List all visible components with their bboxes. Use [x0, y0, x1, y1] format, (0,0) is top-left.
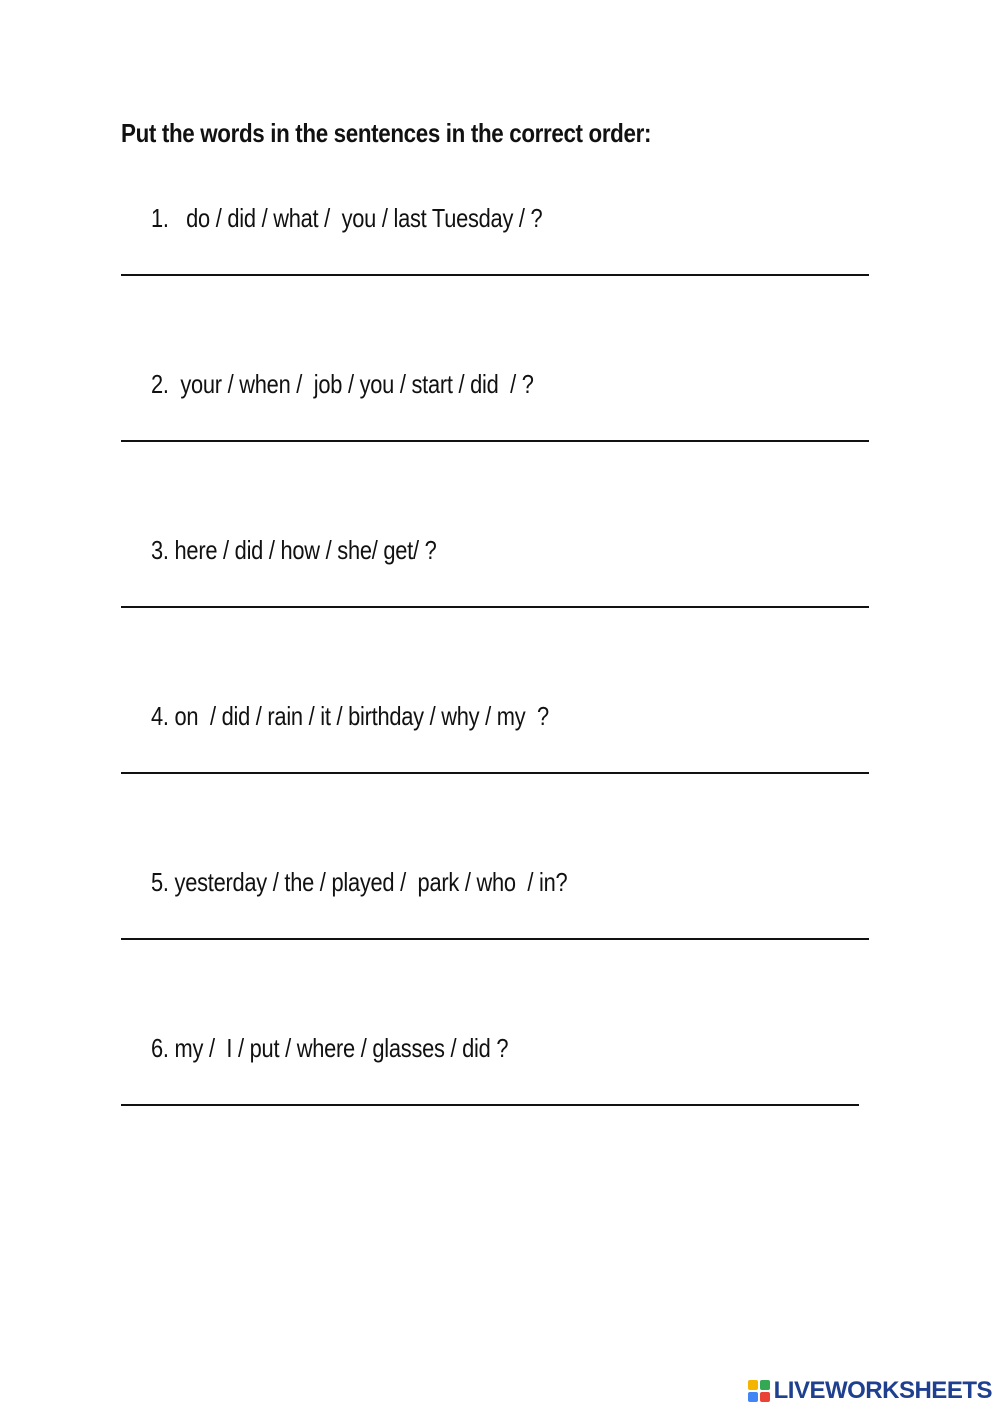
logo-tile-1: [748, 1380, 758, 1390]
question-3: 3. here / did / how / she/ get/ ?: [151, 535, 437, 565]
answer-line-5[interactable]: [121, 938, 869, 940]
worksheet-instructions: Put the words in the sentences in the correct order:: [121, 118, 652, 148]
liveworksheets-logo-text: LIVEWORKSHEETS: [773, 1377, 992, 1404]
liveworksheets-brand: [748, 1377, 992, 1405]
logo-tile-4: [760, 1392, 770, 1402]
answer-line-4[interactable]: [121, 772, 869, 774]
question-2: 2. your / when / job / you / start / did / ?: [151, 369, 534, 399]
logo-tile-3: [748, 1392, 758, 1402]
answer-line-6[interactable]: [121, 1104, 859, 1106]
question-5: 5. yesterday / the / played / park / who / in?: [151, 867, 568, 897]
question-4: 4. on / did / rain / it / birthday / why / my ?: [151, 701, 549, 731]
question-6: 6. my / I / put / where / glasses / did ?: [151, 1033, 509, 1063]
answer-line-3[interactable]: [121, 606, 869, 608]
logo-tile-2: [760, 1380, 770, 1390]
answer-line-1[interactable]: [121, 274, 869, 276]
answer-line-2[interactable]: [121, 440, 869, 442]
question-1: 1. do / did / what / you / last Tuesday / ?: [151, 203, 543, 233]
liveworksheets-logo-icon: [748, 1380, 770, 1402]
